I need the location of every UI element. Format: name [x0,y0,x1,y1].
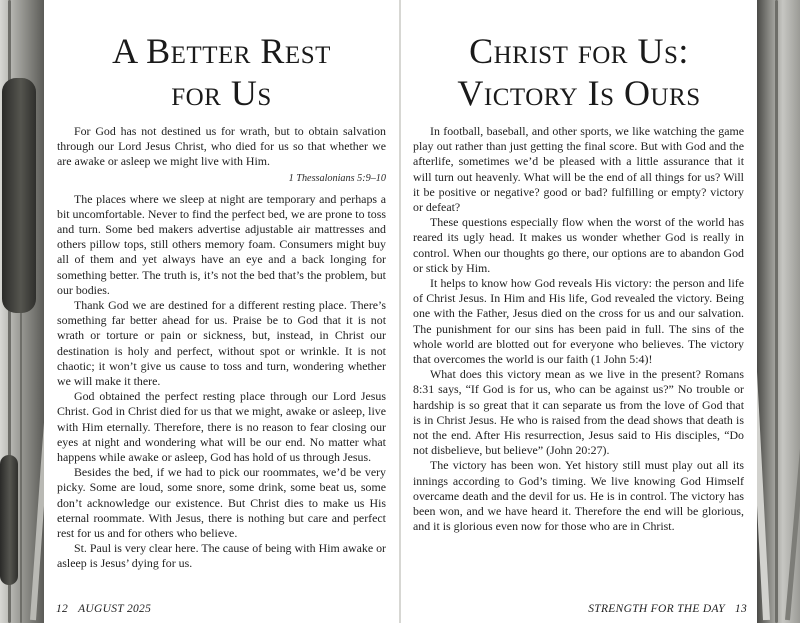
leaf-shape [757,121,770,621]
body-paragraph: These questions especially flow when the worst of the world has reared its ugly head. It makes us wonder whether God is really in control. When our thoughts go there, our options are to abandon God or stick by Him. [413,215,744,275]
right-page-title [401,30,757,114]
cattail-head [0,455,18,585]
left-page-footer [56,603,161,615]
cattail-photo-right [757,0,800,623]
running-head: STRENGTH FOR THE DAY [588,603,725,615]
leaf-shape [30,330,44,620]
right-page-body [413,124,744,534]
body-paragraph: Besides the bed, if we had to pick our roommates, we’d be very picky. Some are loud, some snore, some drink, some beat us, some don’t acknowledge our existence. But Christ dies to make us His eternal roommate. With Jesus, there is nothing but care and perfect rest for us and for others who believe. [57,465,386,541]
page-number: 12 [56,603,69,615]
reed-stem [775,0,778,623]
scripture-citation: 1 Thessalonians 5:9–10 [288,172,386,184]
body-paragraph: St. Paul is very clear here. The cause of being with Him awake or asleep is Jesus’ dying for us. [57,541,386,571]
right-page [401,0,757,623]
page-number: 13 [734,603,747,615]
running-head: AUGUST 2025 [78,603,152,615]
left-title-line2: for Us [171,73,272,113]
right-page-footer [588,603,747,615]
left-title-line1: A Better Rest [112,31,331,71]
left-page-body [57,124,386,572]
right-title-line1: Christ for Us: [469,31,689,71]
body-paragraph: It helps to know how God reveals His victory: the person and life of Christ Jesus. In Him and His life, God revealed the victory. Being one with the Father, Jesus died on the cross for us and our salvation. The punishment for our sins has been paid in full. The sins of the whole world are blotted out for everyone who believes. The victory that overcomes the world is our faith (1 John 5:4)! [413,276,744,367]
body-paragraph: God obtained the perfect resting place through our Lord Jesus Christ. God in Christ died for us that we might, awake or asleep, live with Him eternally. Therefore, there is no reason to fear closing our eyes at night and wondering what will be our end. No matter what happens while awake or asleep, God has hold of us through Jesus. [57,389,386,465]
cattail-photo-left [0,0,44,623]
leaf-shape [785,201,800,620]
body-paragraph: Thank God we are destined for a different resting place. There’s something far better ahead for us. Praise be to God that it is not wrath or torture or pain or sickness, but, instead, in Christ our destination is holy and perfect, without spot or wrinkle. It is not chaotic; it won’t give us cause to toss and turn, wondering whether we will make it there. [57,298,386,389]
body-paragraph: The victory has been won. Yet history still must play out all its innings according to God’s timing. We live knowing God Himself overcame death and the devil for us. He is in control. The victory has been won, and we have heard it. Therefore the end will be glorious, and it is glorious even now for those who are in Christ. [413,458,744,534]
left-page [44,0,399,623]
cattail-head [2,78,36,313]
right-title-line2: Victory Is Ours [457,73,701,113]
body-paragraph: In football, baseball, and other sports, we like watching the game play out rather than just getting the final score. But with God and the afterlife, sometimes we’d be pleased with a little assurance that it will turn out heavenly. What will be the end of all things for us? Will it be positive or negative? good or bad? fulfilling or empty? victory or defeat? [413,124,744,215]
left-page-title [44,30,399,114]
body-paragraph: What does this victory mean as we live in the present? Romans 8:31 says, “If God is for us, who can be against us?” No trouble or hardship is so great that it can separate us from the love of God that is in Christ Jesus. He who is raised from the dead shows that death is not the end. After His resurrection, Jesus said to His disciples, “Do not disbelieve, but believe” (John 20:27). [413,367,744,458]
scripture-verse: For God has not destined us for wrath, but to obtain salvation through our Lord Jesus Christ, who died for us so that whether we are awake or asleep we might live with Him. [57,124,386,169]
body-paragraph: The places where we sleep at night are temporary and perhaps a bit uncomfortable. Never to find the perfect bed, we are prone to toss and turn. Some bed makers advertise adjustable air mattresses and others pillow tops, still others memory foam. Consumers might buy all of them and yet always have an eye and a back longing for something better. The truth is, it’s not the bed that’s the problem, but our bodies. [57,191,386,297]
